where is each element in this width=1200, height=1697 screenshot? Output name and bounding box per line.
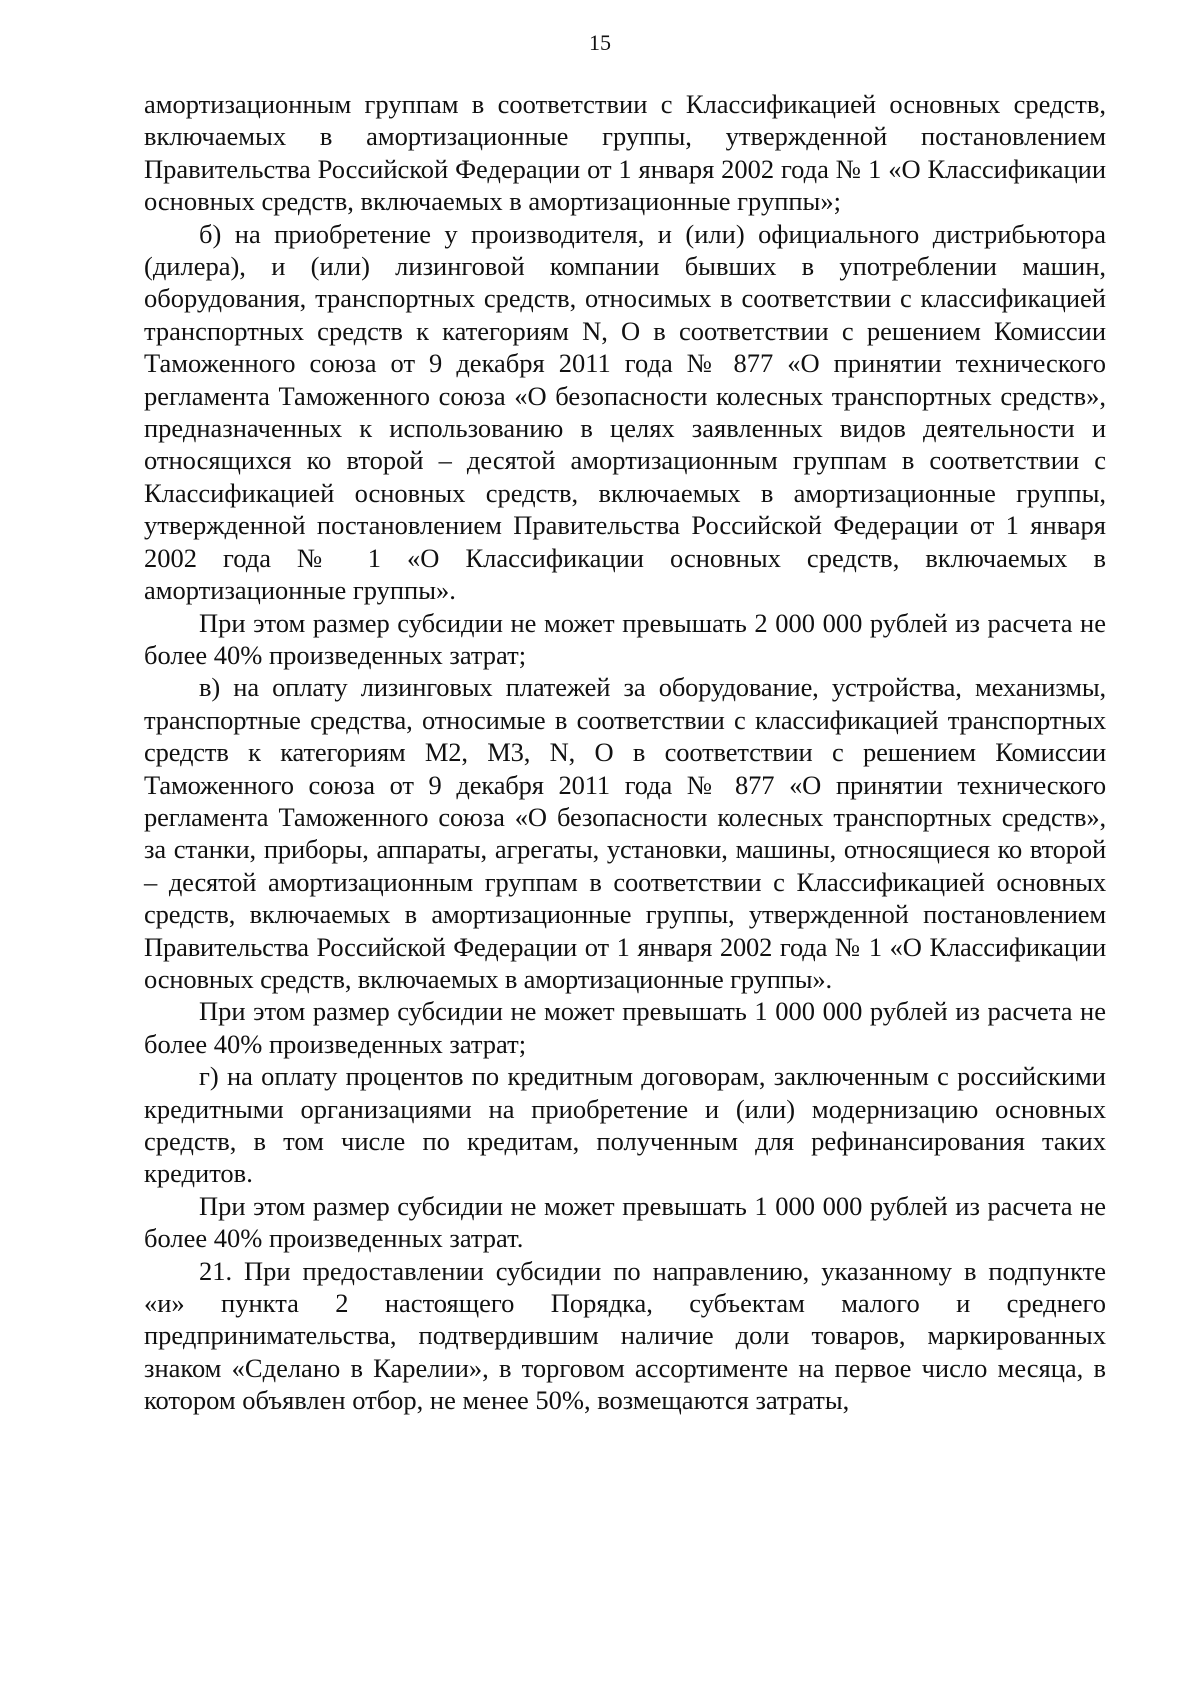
- document-body: [144, 88, 1106, 1417]
- paragraph-subsidy-limit-b: При этом размер субсидии не может превышать 2 000 000 рублей из расчета не более 40% произведенных затрат;: [144, 607, 1106, 670]
- paragraph-item-v: в) на оплату лизинговых платежей за оборудование, устройства, механизмы, транспортные средства, относимые в соответствии с классификацией транспортных средств к категориям M2, M3, N, O в соответствии с решением Комиссии Таможенного союза от 9 декабря 2011 года № 877 «О принятии технического регламента Таможенного союза «О безопасности колесных транспортных средств», за станки, приборы, аппараты, агрегаты, установки, машины, относящиеся ко второй – десятой амортизационным группам в соответствии с Классификацией основных средств, включаемых в амортизационные группы, утвержденной постановлением Правительства Российской Федерации от 1 января 2002 года № 1 «О Классификации основных средств, включаемых в амортизационные группы».: [144, 672, 1106, 994]
- paragraph-item-g: г) на оплату процентов по кредитным договорам, заключенным с российскими кредитными организациями на приобретение и (или) модернизацию основных средств, в том числе по кредитам, полученным для рефинансирования таких кредитов.: [144, 1061, 1106, 1189]
- paragraph-continuation: амортизационным группам в соответствии с Классификацией основных средств, включаемых в амортизационные группы, утвержденной постановлением Правительства Российской Федерации от 1 января 2002 года № 1 «О Классификации основных средств, включаемых в амортизационные группы»;: [144, 89, 1106, 217]
- page-number: 15: [589, 30, 611, 55]
- paragraph-subsidy-limit-g: При этом размер субсидии не может превышать 1 000 000 рублей из расчета не более 40% произведенных затрат.: [144, 1190, 1106, 1254]
- paragraph-subsidy-limit-v: При этом размер субсидии не может превышать 1 000 000 рублей из расчета не более 40% произведенных затрат;: [144, 996, 1106, 1059]
- paragraph-item-b: б) на приобретение у производителя, и (или) официального дистрибьютора (дилера), и (или) лизинговой компании бывших в употреблении машин, оборудования, транспортных средств, относимых в соответствии с классификацией транспортных средств к категориям N, O в соответствии с решением Комиссии Таможенного союза от 9 декабря 2011 года № 877 «О принятии технического регламента Таможенного союза «О безопасности колесных транспортных средств», предназначенных к использованию в целях заявленных видов деятельности и относящихся ко второй – десятой амортизационным группам в соответствии с Классификацией основных средств, включаемых в амортизационные группы, утвержденной постановлением Правительства Российской Федерации от 1 января 2002 года № 1 «О Классификации основных средств, включаемых в амортизационные группы».: [144, 218, 1106, 606]
- paragraph-clause-21: 21. При предоставлении субсидии по направлению, указанному в подпункте «и» пункта 2 настоящего Порядка, субъектам малого и среднего предпринимательства, подтвердившим наличие доли товаров, маркированных знаком «Сделано в Карелии», в торговом ассортименте на первое число месяца, в котором объявлен отбор, не менее 50%, возмещаются затраты,: [144, 1255, 1106, 1416]
